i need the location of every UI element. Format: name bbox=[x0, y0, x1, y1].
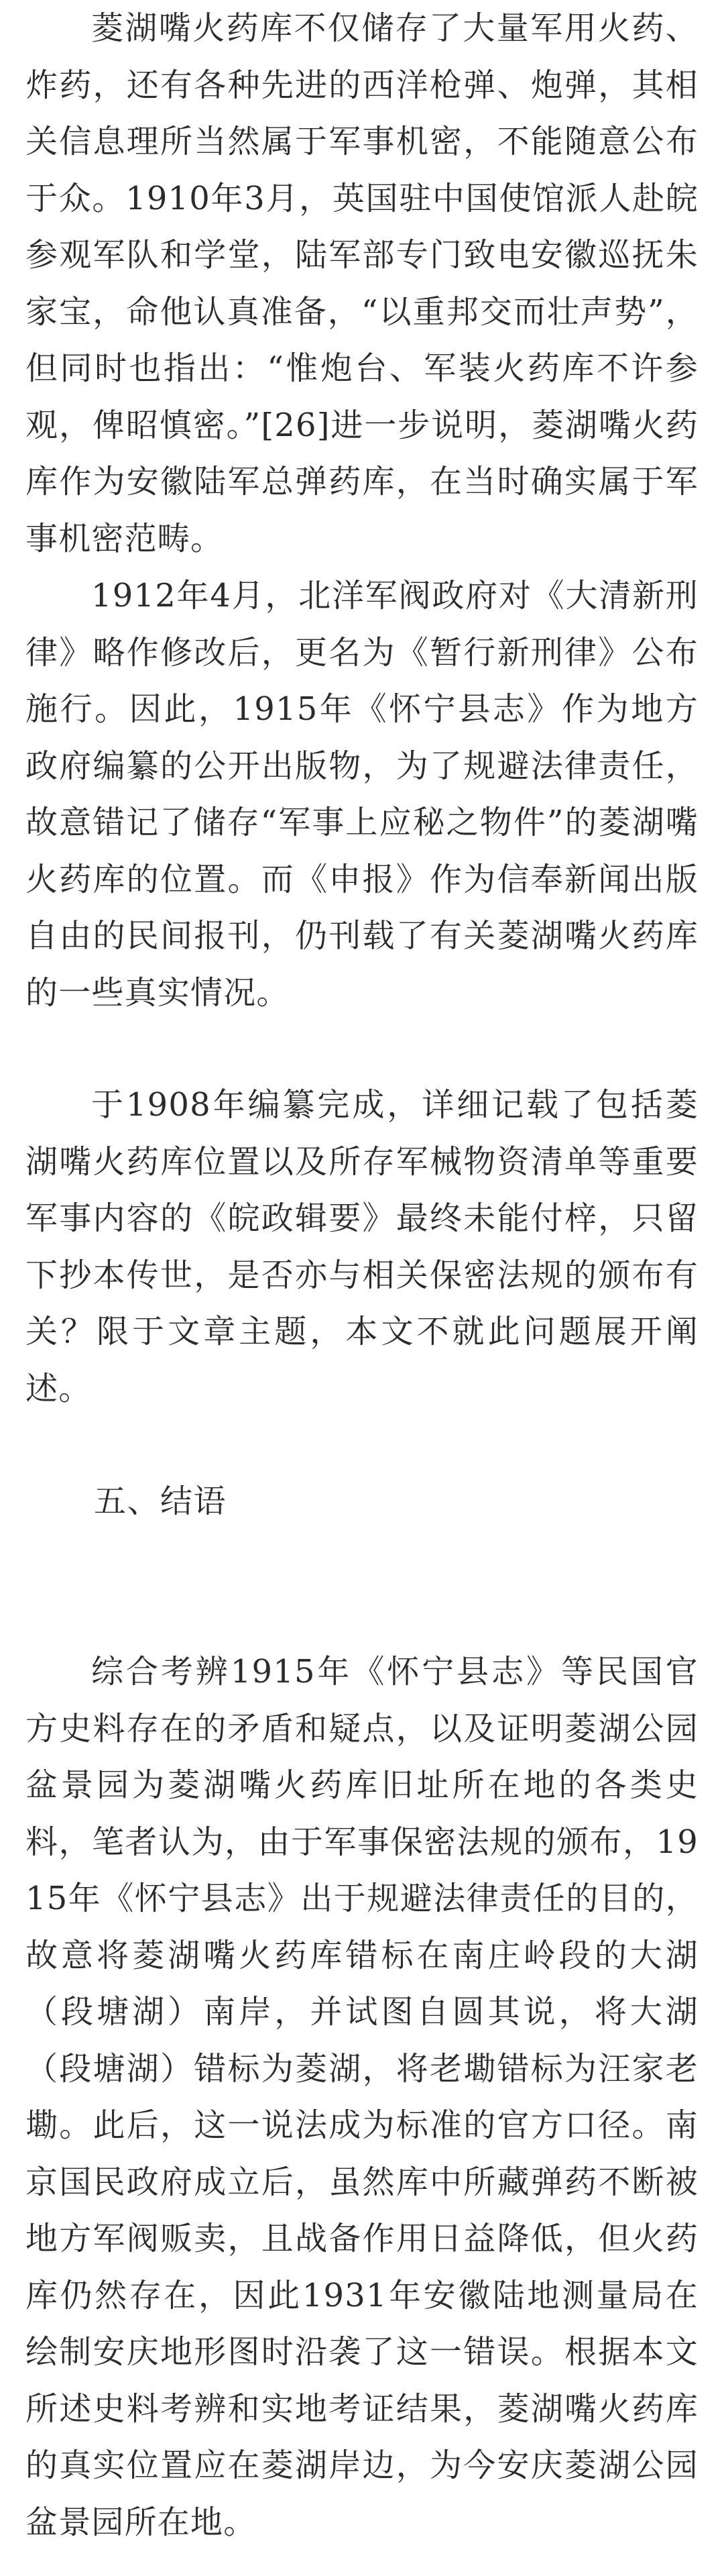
paragraph-conclusion: 综合考辨1915年《怀宁县志》等民国官方史料存在的矛盾和疑点，以及证明菱湖公园盆景园为菱湖嘴火药库旧址所在地的各类史料，笔者认为，由于军事保密法规的颁布，1915年《怀宁县志》出于规避法律责任的目的，故意将菱湖嘴火药库错标在南庄岭段的大湖（段塘湖）南岸，并试图自圆其说，将大湖（段塘湖）错标为菱湖，将老墈错标为汪家老墈。此后，这一说法成为标准的官方口径。南京国民政府成立后，虽然库中所藏弹药不断被地方军阀贩卖，且战备作用日益降低，但火药库仍然存在，因此1931年安徽陆地测量局在绘制安庆地形图时沿袭了这一错误。根据本文所述史料考辨和实地考证结果，菱湖嘴火药库的真实位置应在菱湖岸边，为今安庆菱湖公园盆景园所在地。 bbox=[25, 1653, 699, 2541]
paragraph-penal-code: 1912年4月，北洋军阀政府对《大清新刑律》略作修改后，更名为《暂行新刑律》公布施行。因此，1915年《怀宁县志》作为地方政府编纂的公开出版物，为了规避法律责任，故意错记了储存“军事上应秘之物件”的菱湖嘴火药库的位置。而《申报》作为信奉新闻出版自由的民间报刊，仍刊载了有关菱湖嘴火药库的一些真实情况。 bbox=[25, 577, 699, 1012]
paragraph-military-secret: 菱湖嘴火药库不仅储存了大量军用火药、炸药，还有各种先进的西洋枪弹、炮弹，其相关信息理所当然属于军事机密，不能随意公布于众。1910年3月，英国驻中国使馆派人赴皖参观军队和学堂，陆军部专门致电安徽巡抚朱家宝，命他认真准备，“以重邦交而壮声势”，但同时也指出：“惟炮台、军装火药库不许参观，俾昭慎密。”[26]进一步说明，菱湖嘴火药库作为安徽陆军总弹药库，在当时确实属于军事机密范畴。 bbox=[25, 9, 699, 557]
section-heading-conclusion: 五、结语 bbox=[94, 1483, 227, 1520]
paragraph-wanzheng-jiyao: 于1908年编纂完成，详细记载了包括菱湖嘴火药库位置以及所存军械物资清单等重要军事内容的《皖政辑要》最终未能付梓，只留下抄本传世，是否亦与相关保密法规的颁布有关？限于文章主题，本文不就此问题展开阐述。 bbox=[25, 1086, 699, 1407]
